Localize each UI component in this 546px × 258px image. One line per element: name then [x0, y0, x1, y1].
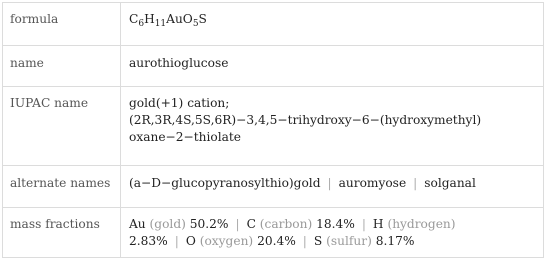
mass-au-percent: 50.2% — [189, 217, 229, 231]
mass-line-1 — [129, 216, 535, 233]
separator: | — [361, 217, 366, 231]
mass-h-percent: 2.83% — [129, 234, 168, 248]
mass-s-symbol: S — [313, 234, 323, 248]
mass-s-percent: 8.17% — [375, 234, 415, 248]
formula-sub-6: 6 — [138, 19, 145, 29]
row-iupac — [3, 87, 544, 166]
mass-o-percent: 20.4% — [257, 234, 296, 248]
mass-line-2 — [129, 233, 535, 250]
formula-H: H — [144, 12, 155, 26]
mass-s-element: (sulfur) — [326, 234, 372, 248]
properties-table — [2, 2, 544, 258]
separator: | — [413, 176, 418, 190]
mass-h-element: (hydrogen) — [387, 217, 456, 231]
value-mass-fractions — [121, 208, 544, 258]
label-mass-fractions: mass fractions — [3, 208, 121, 258]
alt-name-1: (a−D−glucopyranosylthio)gold — [129, 176, 321, 190]
mass-au-symbol: Au — [129, 217, 146, 231]
separator: | — [302, 234, 307, 248]
mass-c-symbol: C — [246, 217, 256, 231]
separator: | — [327, 176, 332, 190]
row-formula — [3, 3, 544, 46]
label-iupac: IUPAC name — [3, 87, 121, 166]
separator: | — [235, 217, 240, 231]
iupac-line-3: oxane−2−thiolate — [129, 130, 241, 144]
formula-AuO: AuO — [166, 12, 193, 26]
label-formula: formula — [3, 3, 121, 46]
formula-sub-11: 11 — [154, 19, 167, 29]
iupac-line-1: gold(+1) cation; — [129, 96, 230, 110]
formula-S: S — [198, 12, 207, 26]
value-name: aurothioglucose — [121, 46, 544, 87]
formula-sub-5: 5 — [192, 19, 199, 29]
value-formula — [121, 3, 544, 46]
row-mass-fractions — [3, 208, 544, 258]
formula-C: C — [129, 12, 139, 26]
mass-au-element: (gold) — [149, 217, 186, 231]
row-alternate-names — [3, 166, 544, 208]
label-name: name — [3, 46, 121, 87]
iupac-line-2: (2R,3R,4S,5S,6R)−3,4,5−trihydroxy−6−(hydroxymethyl) — [129, 113, 482, 127]
row-name — [3, 46, 544, 87]
mass-o-symbol: O — [185, 234, 196, 248]
label-alternate-names: alternate names — [3, 166, 121, 208]
mass-c-percent: 18.4% — [316, 217, 355, 231]
value-alternate-names — [121, 166, 544, 208]
separator: | — [174, 234, 179, 248]
mass-c-element: (carbon) — [259, 217, 313, 231]
value-iupac — [121, 87, 544, 166]
mass-h-symbol: H — [372, 217, 384, 231]
mass-o-element: (oxygen) — [199, 234, 254, 248]
alt-name-2: auromyose — [338, 176, 407, 190]
alt-name-3: solganal — [424, 176, 476, 190]
